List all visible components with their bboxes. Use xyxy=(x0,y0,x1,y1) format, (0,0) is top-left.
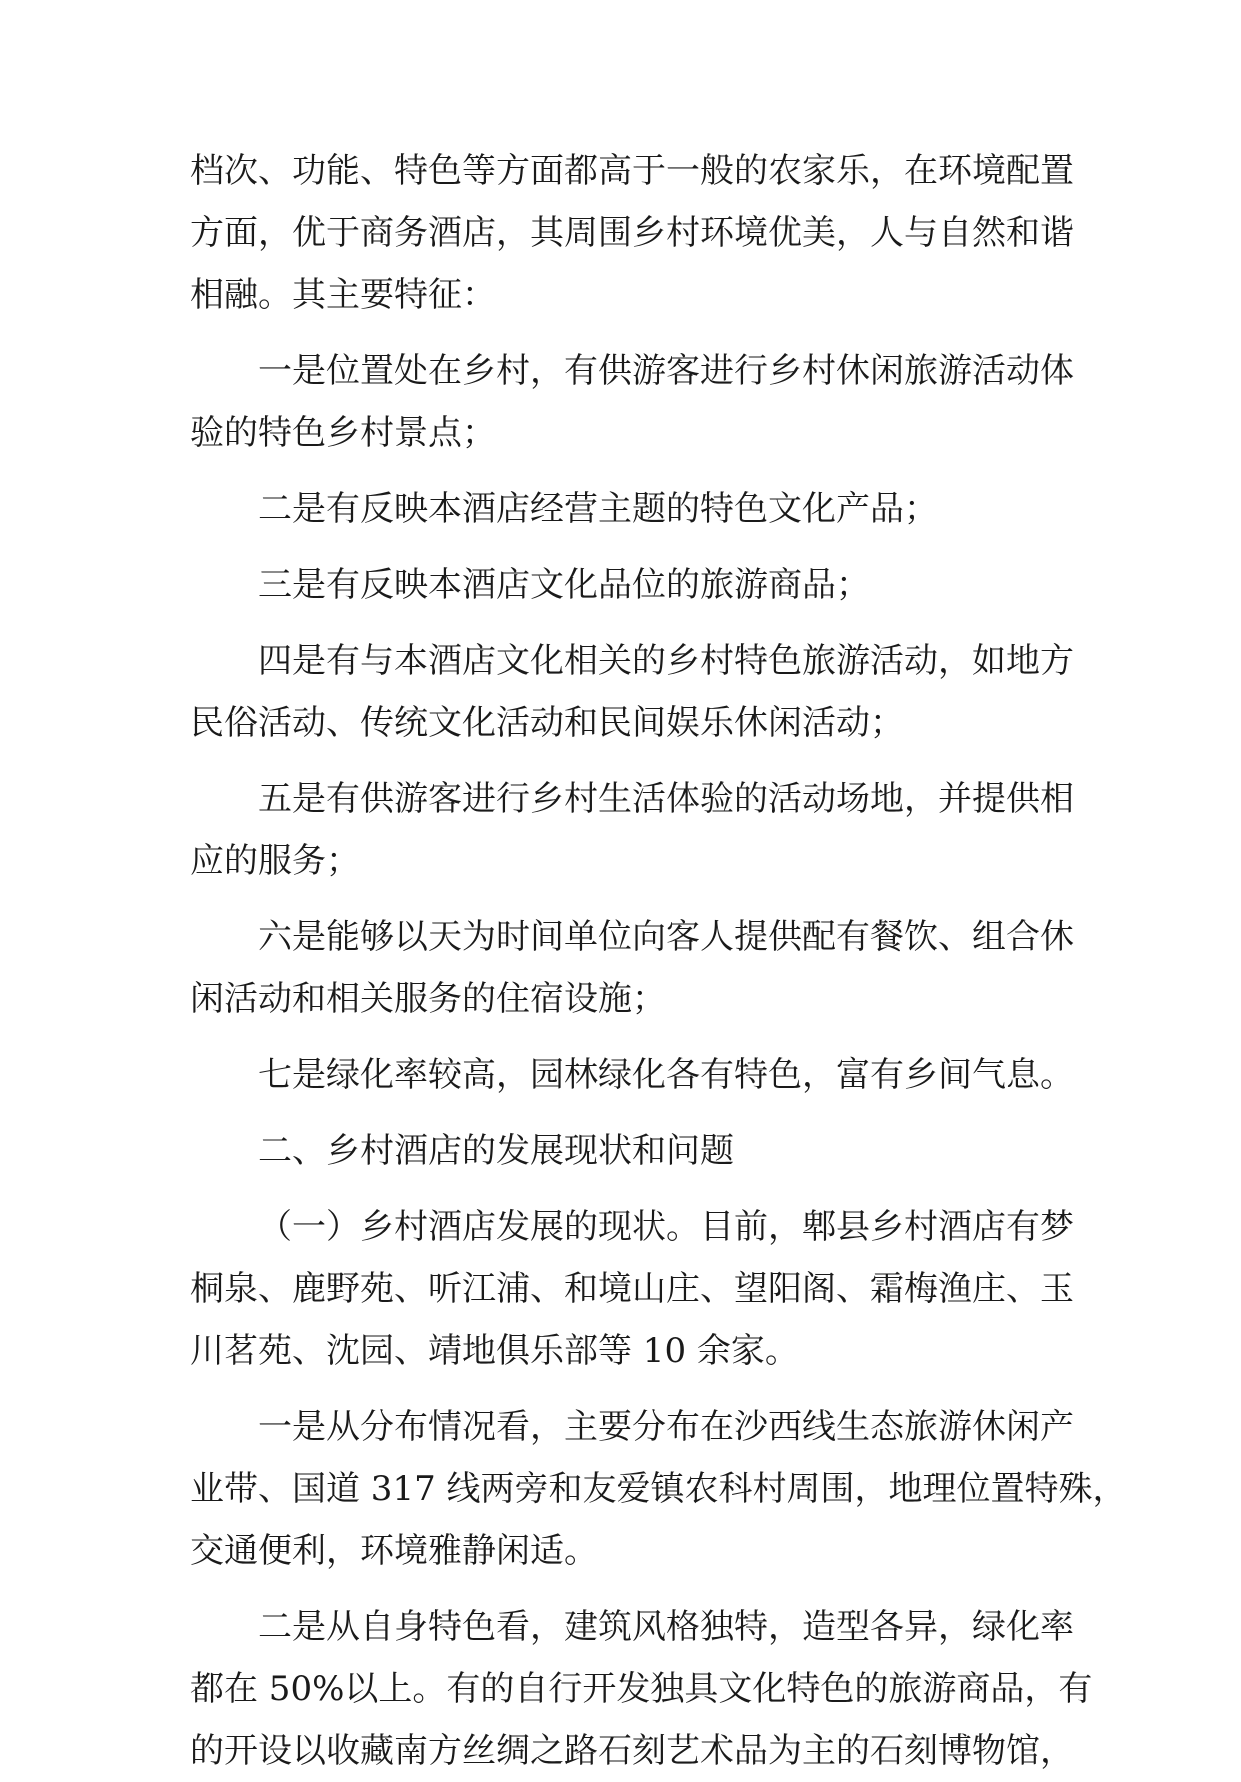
text-line: 四是有与本酒店文化相关的乡村特色旅游活动，如地方 xyxy=(258,641,1074,681)
text-line: 二是有反映本酒店经营主题的特色文化产品； xyxy=(258,489,938,529)
text-line: 五是有供游客进行乡村生活体验的活动场地，并提供相 xyxy=(258,779,1074,819)
text-line: 闲活动和相关服务的住宿设施； xyxy=(190,979,666,1019)
text-line: 业带、国道 317 线两旁和友爱镇农科村周围，地理位置特殊， xyxy=(190,1469,1127,1509)
text-line: 桐泉、鹿野苑、听江浦、和境山庄、望阳阁、霜梅渔庄、玉 xyxy=(190,1269,1074,1309)
text-line: 档次、功能、特色等方面都高于一般的农家乐，在环境配置 xyxy=(190,151,1074,191)
text-line: 交通便利，环境雅静闲适。 xyxy=(190,1531,598,1571)
text-line: 二是从自身特色看，建筑风格独特，造型各异，绿化率 xyxy=(258,1607,1074,1647)
text-line: 一是位置处在乡村，有供游客进行乡村休闲旅游活动体 xyxy=(258,351,1074,391)
text-line: 民俗活动、传统文化活动和民间娱乐休闲活动； xyxy=(190,703,904,743)
text-line: 三是有反映本酒店文化品位的旅游商品； xyxy=(258,565,870,605)
text-line: 六是能够以天为时间单位向客人提供配有餐饮、组合休 xyxy=(258,917,1074,957)
text-line: 应的服务； xyxy=(190,841,360,881)
text-line: 都在 50%以上。有的自行开发独具文化特色的旅游商品，有 xyxy=(190,1669,1093,1709)
text-line: 七是绿化率较高，园林绿化各有特色，富有乡间气息。 xyxy=(258,1055,1074,1095)
section-heading: 二、乡村酒店的发展现状和问题 xyxy=(258,1131,734,1171)
text-line: 的开设以收藏南方丝绸之路石刻艺术品为主的石刻博物馆， xyxy=(190,1731,1074,1771)
text-line: 验的特色乡村景点； xyxy=(190,413,496,453)
text-line: 一是从分布情况看，主要分布在沙西线生态旅游休闲产 xyxy=(258,1407,1074,1447)
text-line: 方面，优于商务酒店，其周围乡村环境优美，人与自然和谐 xyxy=(190,213,1074,253)
text-line: 相融。其主要特征： xyxy=(190,275,496,315)
document-body xyxy=(190,140,1127,1782)
text-line: （一）乡村酒店发展的现状。目前，郫县乡村酒店有梦 xyxy=(258,1207,1074,1247)
text-line: 川茗苑、沈园、靖地俱乐部等 10 余家。 xyxy=(190,1331,799,1371)
